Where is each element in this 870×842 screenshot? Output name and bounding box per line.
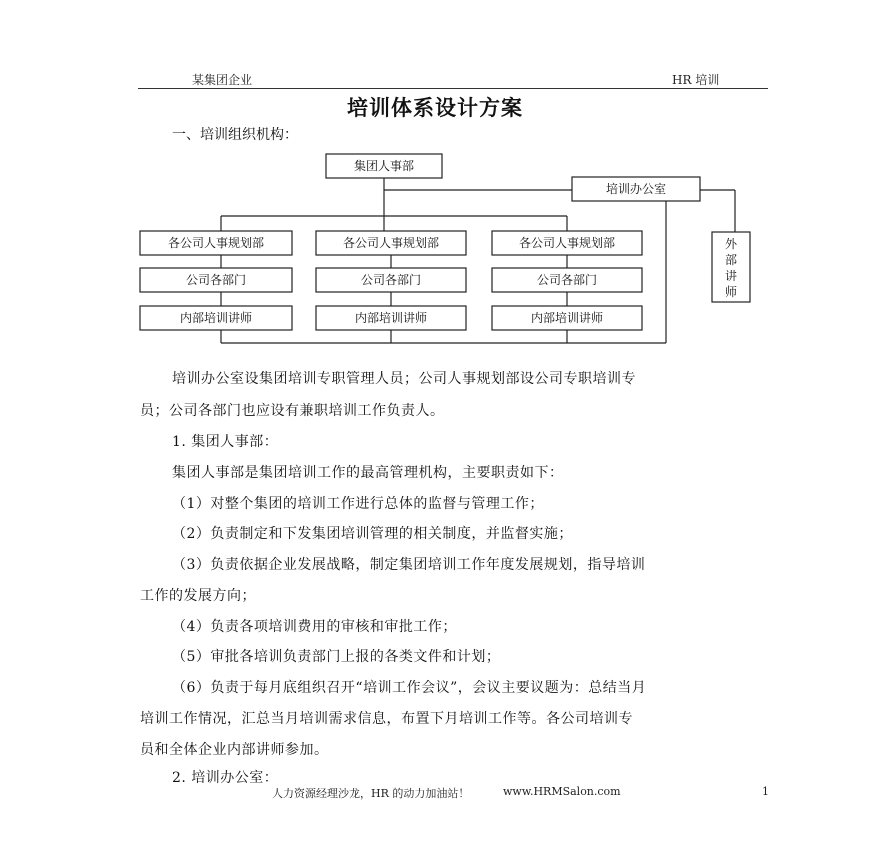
- header-topic: HR 培训: [672, 73, 720, 87]
- org-trainer-label-1: 内部培训讲师: [179, 311, 253, 325]
- org-dept-label-1: 公司各部门: [185, 273, 247, 287]
- duty-item-3-line2: 工作的发展方向；: [140, 588, 256, 604]
- org-external-label-4: 师: [724, 285, 738, 299]
- page-number: 1: [762, 785, 769, 798]
- duty-item-6-line2: 培训工作情况，汇总当月培训需求信息，布置下月培训工作等。各公司培训专: [140, 711, 633, 727]
- org-trainer-label-2: 内部培训讲师: [354, 311, 428, 325]
- section-heading-org: 一、培训组织机构：: [172, 127, 298, 143]
- duty-item-1: （1）对整个集团的培训工作进行总体的监督与管理工作；: [172, 496, 544, 512]
- duty-item-3-line1: （3）负责依据企业发展战略，制定集团培训工作年度发展规划，指导培训: [172, 557, 646, 573]
- heading-hr-dept: 1. 集团人事部：: [172, 434, 279, 450]
- org-external-label-1: 外: [724, 237, 738, 251]
- duty-item-2: （2）负责制定和下发集团培训管理的相关制度，并监督实施；: [172, 526, 573, 542]
- org-trainer-label-3: 内部培训讲师: [530, 311, 604, 325]
- footer-url[interactable]: www.HRMSalon.com: [503, 785, 621, 798]
- paragraph-office-line2: 员；公司各部门也应设有兼职培训工作负责人。: [140, 403, 445, 419]
- org-root-label: 集团人事部: [353, 159, 415, 173]
- org-external-label-3: 讲: [724, 269, 738, 283]
- footer-slogan: 人力资源经理沙龙，HR 的动力加油站！: [272, 787, 470, 800]
- header-company: 某集团企业: [192, 73, 253, 87]
- org-planning-label-3: 各公司人事规划部: [518, 236, 616, 250]
- org-planning-label-2: 各公司人事规划部: [342, 236, 440, 250]
- duty-item-5: （5）审批各培训负责部门上报的各类文件和计划；: [172, 649, 501, 665]
- paragraph-office-line1: 培训办公室设集团培训专职管理人员；公司人事规划部设公司专职培训专: [172, 371, 636, 387]
- org-dept-label-2: 公司各部门: [360, 273, 422, 287]
- duty-item-4: （4）负责各项培训费用的审核和审批工作；: [172, 619, 457, 635]
- page-title: 培训体系设计方案: [347, 96, 523, 120]
- org-external-label-2: 部: [724, 253, 738, 267]
- org-dept-label-3: 公司各部门: [536, 273, 598, 287]
- org-planning-label-1: 各公司人事规划部: [167, 236, 265, 250]
- duty-item-6-line3: 员和全体企业内部讲师参加。: [140, 742, 329, 758]
- org-chart: [0, 0, 870, 360]
- duty-item-6-line1: （6）负责于每月底组织召开“培训工作会议”，会议主要议题为：总结当月: [172, 680, 647, 696]
- paragraph-hr-dept: 集团人事部是集团培训工作的最高管理机构，主要职责如下：: [172, 465, 564, 481]
- heading-training-office: 2. 培训办公室：: [172, 770, 279, 786]
- org-office-label: 培训办公室: [605, 182, 667, 196]
